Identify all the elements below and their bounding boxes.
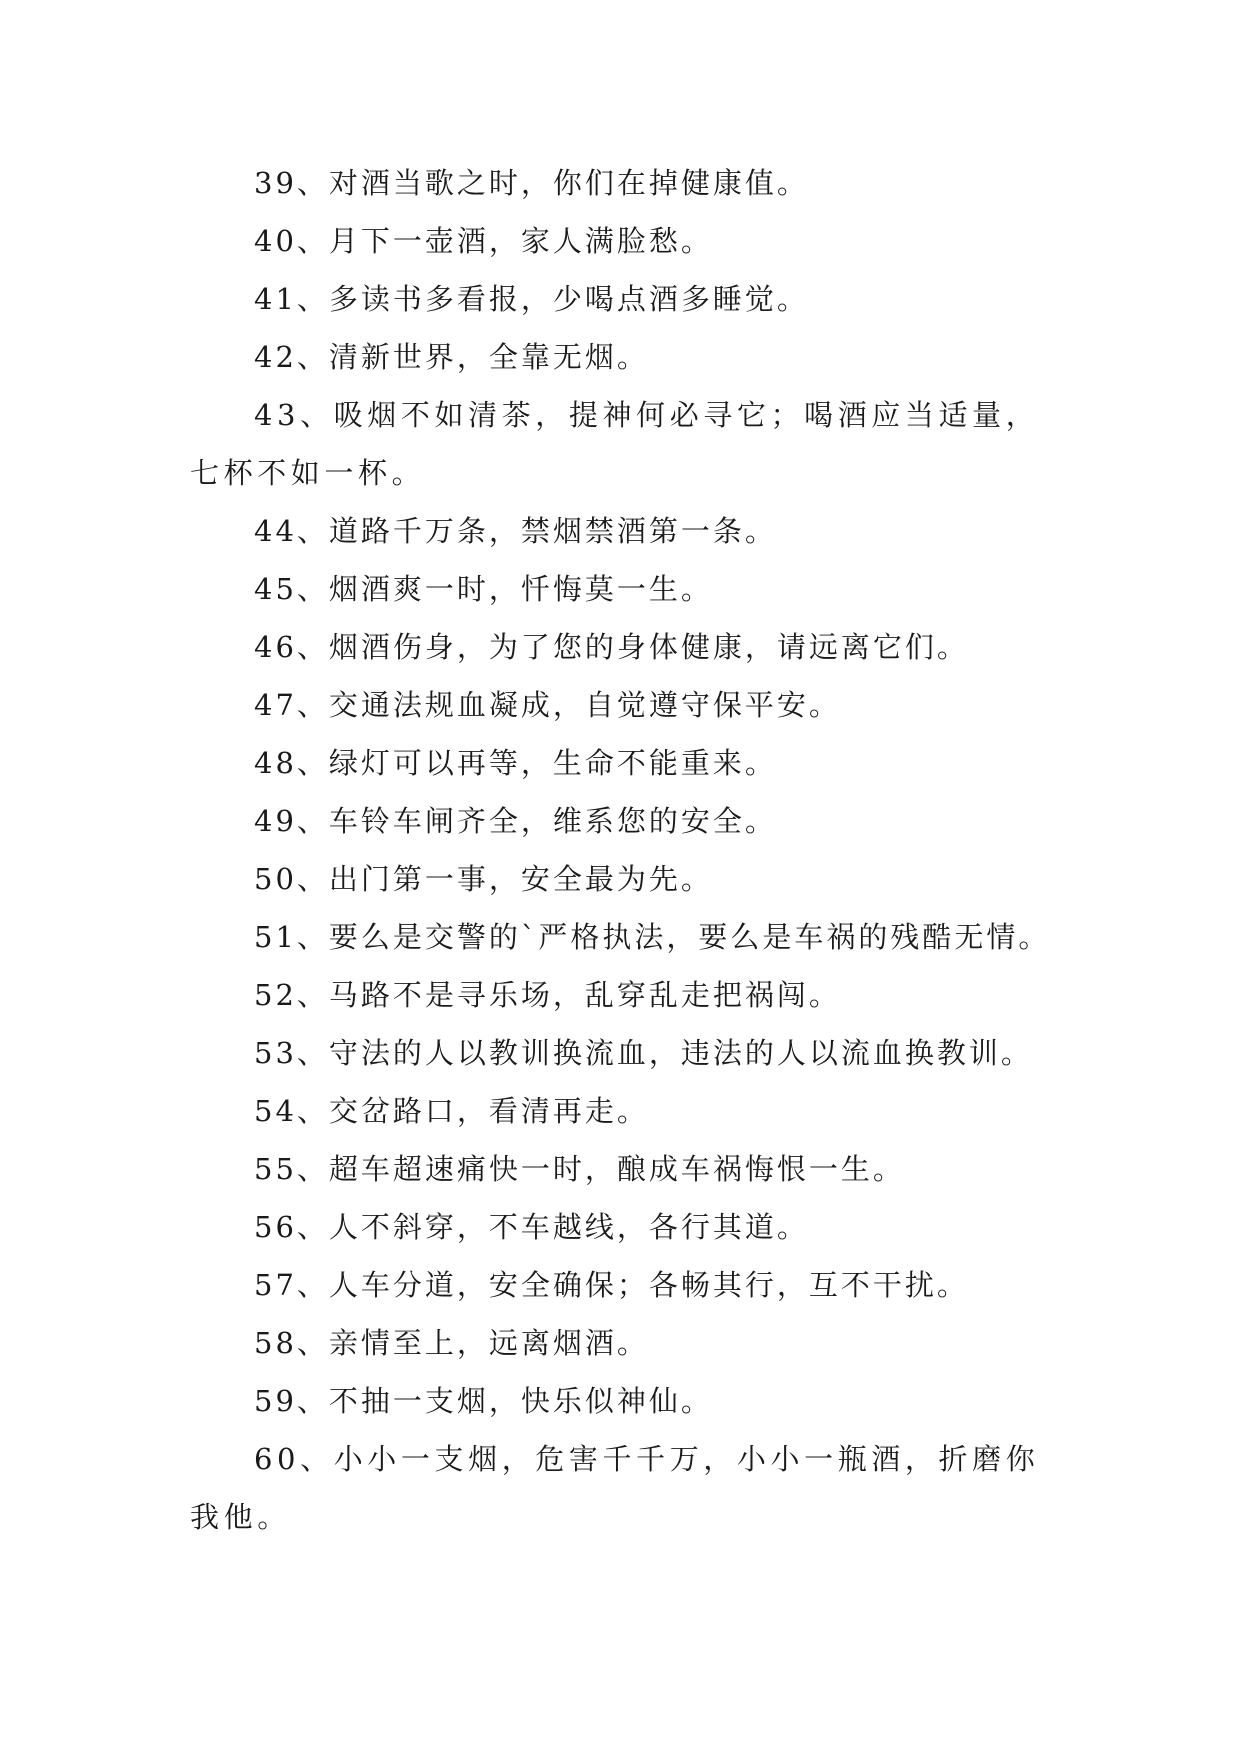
paragraph-59: 59、不抽一支烟，快乐似神仙。	[254, 1384, 713, 1418]
paragraph-48: 48、绿灯可以再等，生命不能重来。	[254, 746, 777, 780]
paragraph-40: 40、月下一壶酒，家人满脸愁。	[254, 224, 713, 258]
paragraph-49: 49、车铃车闸齐全，维系您的安全。	[254, 804, 777, 838]
paragraph-42: 42、清新世界，全靠无烟。	[254, 340, 649, 374]
paragraph-45: 45、烟酒爽一时，忏悔莫一生。	[254, 572, 713, 606]
paragraph-41: 41、多读书多看报，少喝点酒多睡觉。	[254, 282, 809, 316]
paragraph-39: 39、对酒当歌之时，你们在掉健康值。	[254, 166, 809, 200]
paragraph-60: 60、小小一支烟，危害千千万，小小一瓶酒，折磨你我他。	[190, 1442, 1040, 1534]
paragraph-51: 51、要么是交警的`严格执法，要么是车祸的残酷无情。	[254, 920, 1051, 954]
paragraph-50: 50、出门第一事，安全最为先。	[254, 862, 713, 896]
paragraph-52: 52、马路不是寻乐场，乱穿乱走把祸闯。	[254, 978, 841, 1012]
paragraph-53: 53、守法的人以教训换流血，违法的人以流血换教训。	[254, 1036, 1033, 1070]
paragraph-58: 58、亲情至上，远离烟酒。	[254, 1326, 649, 1360]
paragraph-44: 44、道路千万条，禁烟禁酒第一条。	[254, 514, 777, 548]
document-body	[190, 154, 1060, 1546]
paragraph-55: 55、超车超速痛快一时，酿成车祸悔恨一生。	[254, 1152, 905, 1186]
paragraph-47: 47、交通法规血凝成，自觉遵守保平安。	[254, 688, 841, 722]
paragraph-57: 57、人车分道，安全确保；各畅其行，互不干扰。	[254, 1268, 969, 1302]
paragraph-54: 54、交岔路口，看清再走。	[254, 1094, 649, 1128]
paragraph-56: 56、人不斜穿，不车越线，各行其道。	[254, 1210, 809, 1244]
paragraph-43: 43、吸烟不如清茶，提神何必寻它；喝酒应当适量，七杯不如一杯。	[190, 398, 1040, 490]
paragraph-46: 46、烟酒伤身，为了您的身体健康，请远离它们。	[254, 630, 969, 664]
